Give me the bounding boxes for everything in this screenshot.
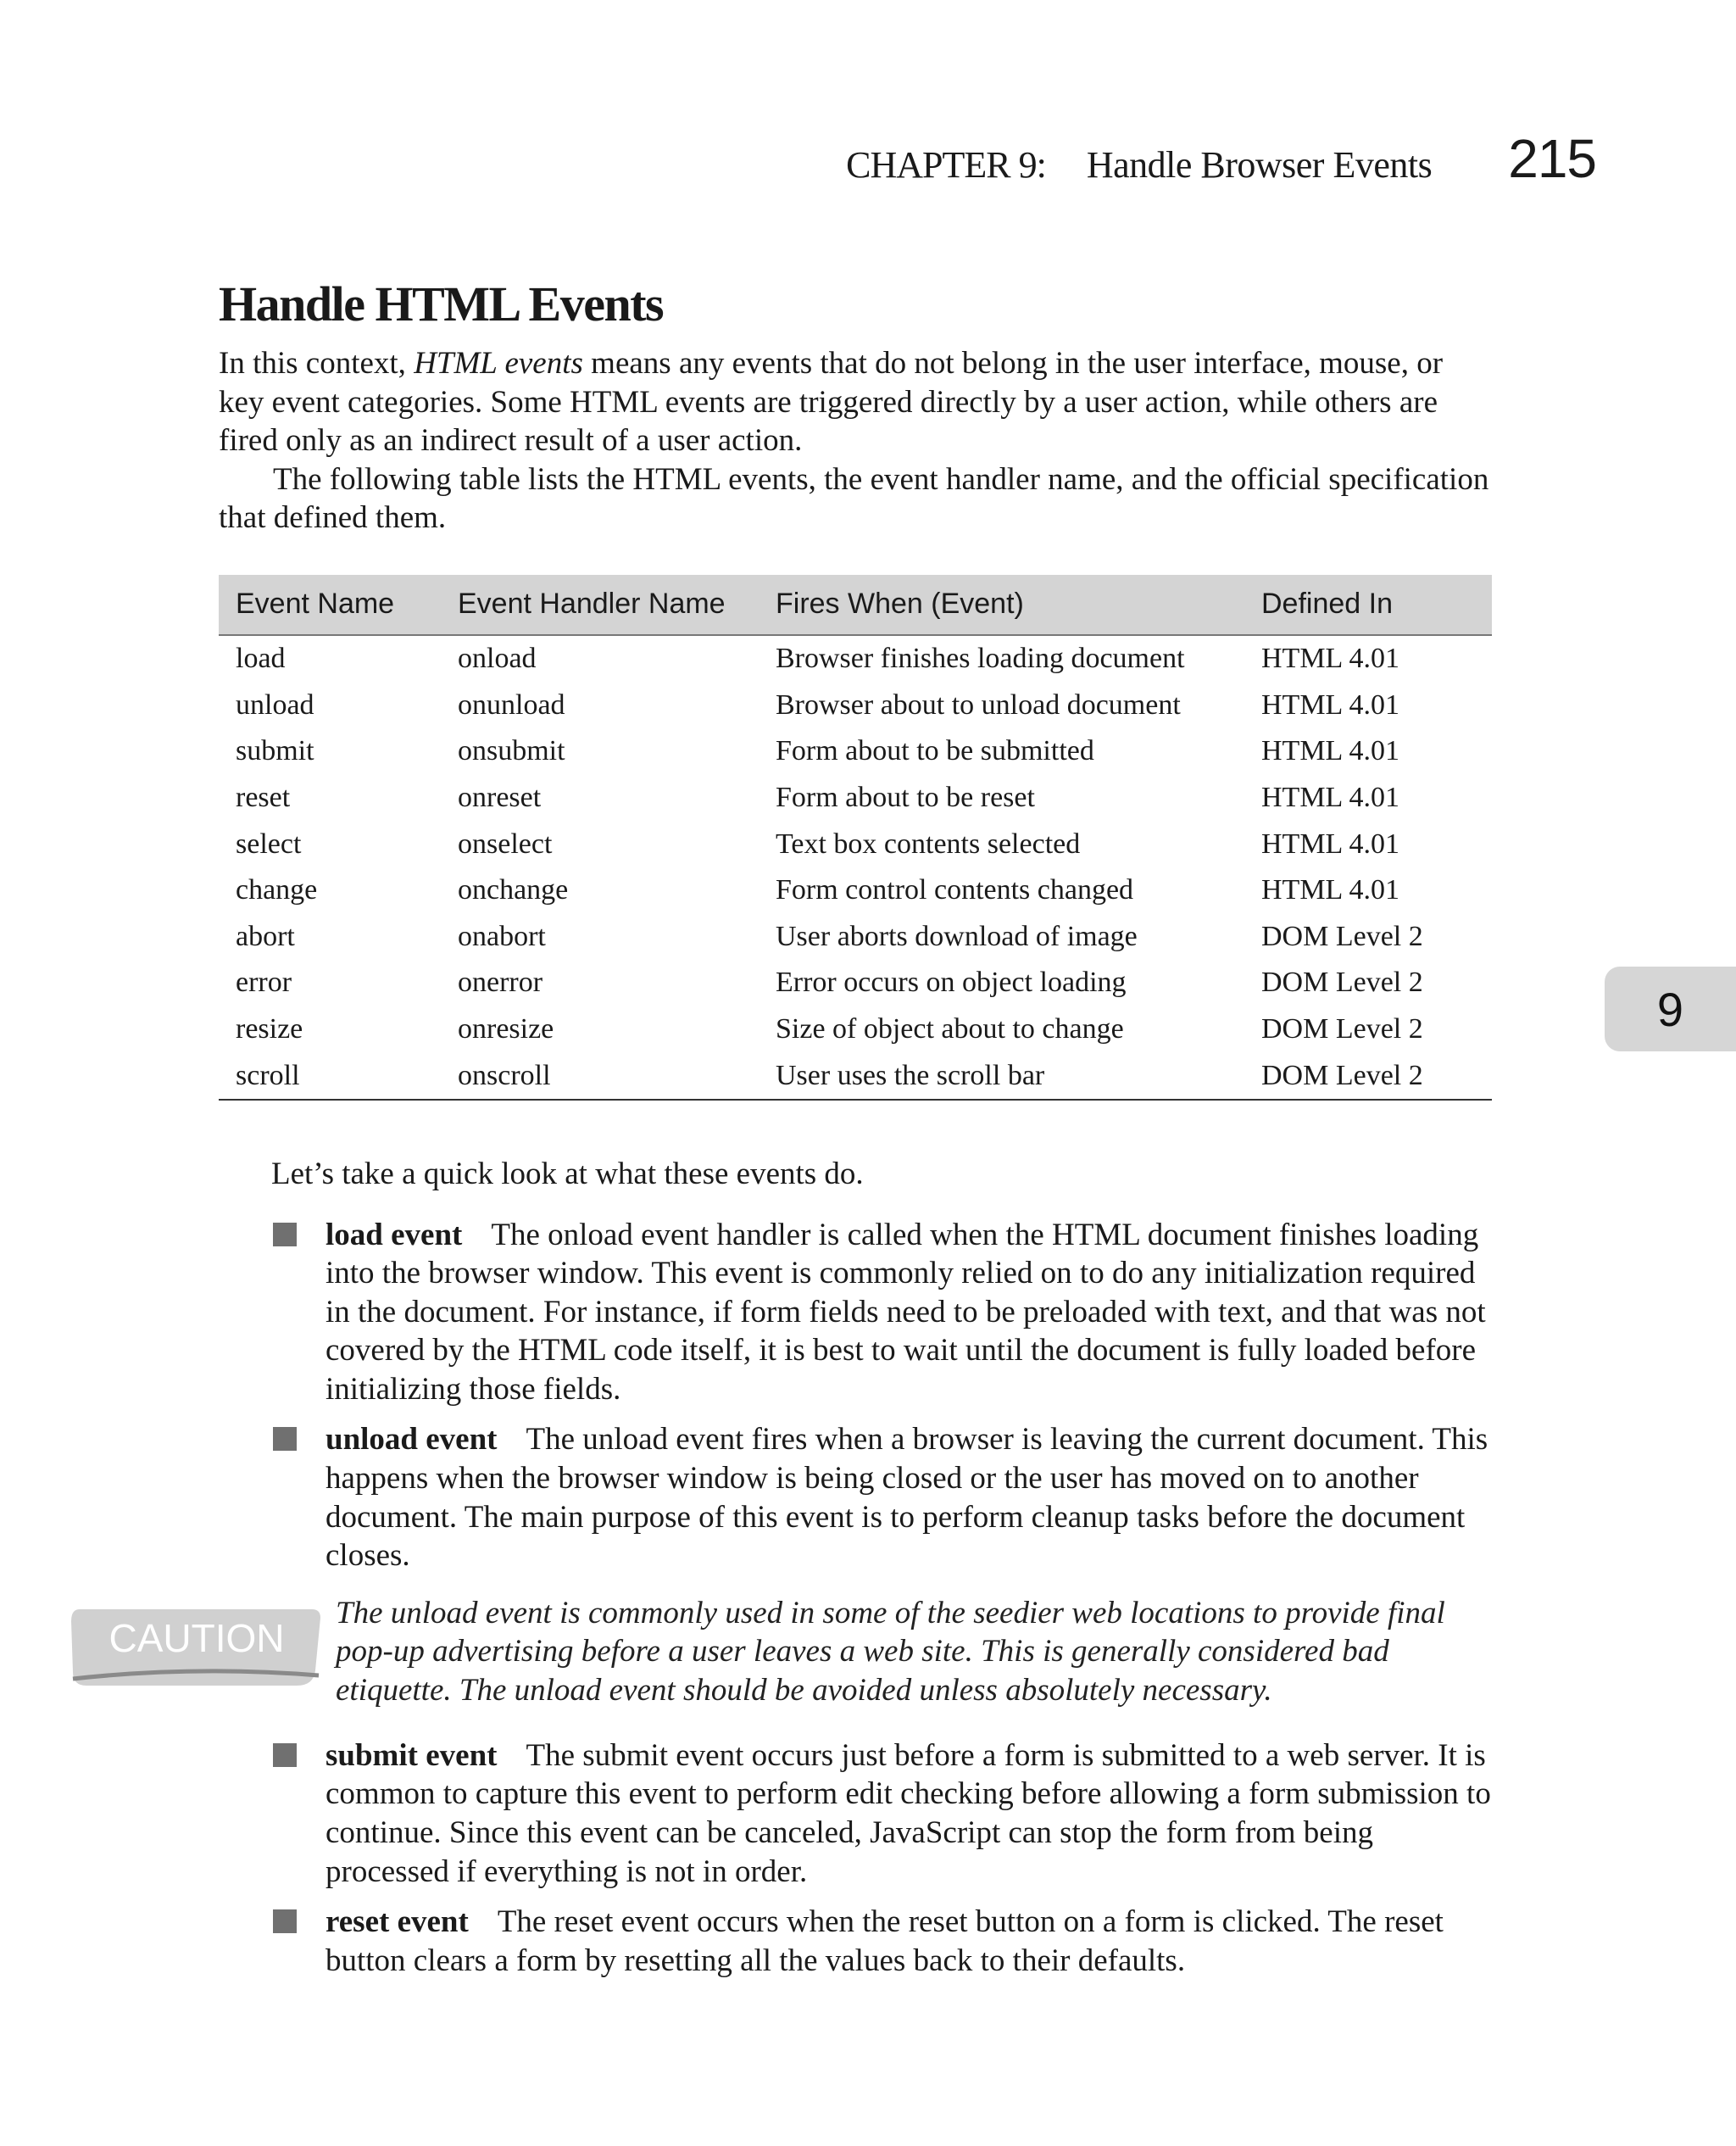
list-item	[271, 1216, 1492, 1409]
cell-event-name: change	[236, 874, 318, 906]
lead-paragraph: Let’s take a quick look at what these events do.	[271, 1156, 864, 1191]
table-row	[219, 1006, 1492, 1053]
bullet-text: The submit event occurs just before a form is submitted to a web server. It is common to capture this event to perform edit checking before allowing a form submission to continue. Since this event can be canceled, JavaScript can stop the form from being processed if everything is not in order.	[326, 1737, 1491, 1889]
table-row	[219, 960, 1492, 1006]
list-item	[271, 1420, 1492, 1575]
cell-handler-name: onselect	[458, 828, 553, 860]
col-header-handler-name: Event Handler Name	[441, 575, 759, 635]
cell-defined-in: HTML 4.01	[1261, 782, 1400, 814]
cell-handler-name: onsubmit	[458, 735, 565, 767]
square-bullet-icon	[273, 1909, 297, 1933]
bullet-term: load event	[326, 1217, 463, 1252]
cell-defined-in: HTML 4.01	[1261, 828, 1400, 860]
table-row	[219, 914, 1492, 961]
page-number: 215	[1508, 128, 1596, 189]
cell-handler-name: onunload	[458, 688, 565, 721]
list-item	[271, 1903, 1492, 1980]
table-row	[219, 683, 1492, 729]
bullet-text: The unload event fires when a browser is leaving the current document. This happens when the browser window is being closed or the user has moved on to another document. The main purpose of this event is to perform cleanup tasks before the document closes.	[326, 1422, 1488, 1574]
bullet-text: The reset event occurs when the reset button on a form is clicked. The reset button clears a form by resetting all the values back to their defaults.	[326, 1904, 1444, 1978]
cell-event-name: load	[236, 643, 286, 675]
square-bullet-icon	[273, 1743, 297, 1767]
bullet-term: reset event	[326, 1904, 469, 1940]
cell-handler-name: onabort	[458, 920, 546, 952]
list-item	[271, 1736, 1492, 1891]
intro-paragraph	[219, 344, 1492, 460]
bullet-term: unload event	[326, 1422, 498, 1458]
cell-fires-when: Error occurs on object loading	[776, 967, 1127, 999]
cell-fires-when: Browser finishes loading document	[776, 643, 1185, 675]
event-description-list	[271, 1216, 1492, 1575]
intro-text-start: In this context,	[219, 346, 415, 381]
section-heading: Handle HTML Events	[219, 276, 664, 332]
table-row	[219, 821, 1492, 867]
cell-fires-when: Form about to be submitted	[776, 735, 1094, 767]
cell-defined-in: HTML 4.01	[1261, 643, 1400, 675]
col-header-fires-when: Fires When (Event)	[759, 575, 1244, 635]
cell-event-name: reset	[236, 782, 291, 814]
cell-defined-in: DOM Level 2	[1261, 920, 1423, 952]
cell-event-name: select	[236, 828, 302, 860]
chapter-thumb-tab-label: 9	[1656, 982, 1684, 1036]
cell-defined-in: HTML 4.01	[1261, 688, 1400, 721]
event-description-list-continued	[271, 1736, 1492, 1981]
table-intro-paragraph: The following table lists the HTML events, the event handler name, and the official specification that defined them.	[219, 461, 1489, 536]
col-header-defined-in: Defined In	[1244, 575, 1492, 635]
caution-note	[108, 1594, 1492, 1713]
table-row	[219, 867, 1492, 914]
intro-term: HTML events	[414, 346, 583, 381]
cell-fires-when: User aborts download of image	[776, 920, 1138, 952]
cell-handler-name: onscroll	[441, 1052, 759, 1100]
running-head	[846, 127, 1596, 190]
cell-defined-in: DOM Level 2	[1261, 967, 1423, 999]
cell-event-name: abort	[236, 920, 295, 952]
table-row	[219, 775, 1492, 822]
chapter-thumb-tab	[1605, 967, 1736, 1051]
bullet-term: submit event	[326, 1737, 498, 1773]
square-bullet-icon	[273, 1427, 297, 1451]
cell-handler-name: onreset	[458, 782, 542, 814]
chapter-label: CHAPTER 9:	[846, 144, 1046, 186]
cell-handler-name: onload	[458, 643, 537, 675]
cell-fires-when: Size of object about to change	[776, 1013, 1124, 1045]
caution-badge-icon	[68, 1603, 324, 1691]
cell-event-name: scroll	[219, 1052, 441, 1100]
page-content	[108, 276, 1492, 1992]
cell-fires-when: Text box contents selected	[776, 828, 1081, 860]
chapter-title: Handle Browser Events	[1086, 144, 1433, 186]
cell-fires-when: User uses the scroll bar	[759, 1052, 1244, 1100]
cell-defined-in: HTML 4.01	[1261, 735, 1400, 767]
caution-text: The unload event is commonly used in some of the seedier web locations to provide final pop-up advertising before a user leaves a web site. This is generally considered bad etiquette. The unload event should be avoided unless absolutely necessary.	[336, 1595, 1445, 1708]
cell-defined-in: DOM Level 2	[1244, 1052, 1492, 1100]
cell-fires-when: Form about to be reset	[776, 782, 1035, 814]
cell-handler-name: onresize	[458, 1013, 554, 1045]
cell-event-name: unload	[236, 688, 314, 721]
cell-event-name: submit	[236, 735, 314, 767]
cell-event-name: resize	[236, 1013, 303, 1045]
table-row	[219, 635, 1492, 683]
table-row	[219, 1052, 1492, 1100]
cell-handler-name: onerror	[458, 967, 543, 999]
cell-handler-name: onchange	[458, 874, 569, 906]
table-header-row	[219, 575, 1492, 635]
intro-text-end: means any events that do not belong in the user interface, mouse, or key event categories. Some HTML events are triggered directly by a user action, while others are fired only as an indirect result of a user action.	[219, 346, 1444, 459]
table-row	[219, 728, 1492, 775]
bullet-text: The onload event handler is called when the HTML document finishes loading into the browser window. This event is commonly relied on to do any initialization required in the document. For instance, if form fields need to be preloaded with text, and that was not covered by the HTML code itself, it is best to wait until the document is fully loaded before initializing those fields.	[326, 1217, 1486, 1407]
cell-defined-in: HTML 4.01	[1261, 874, 1400, 906]
cell-defined-in: DOM Level 2	[1261, 1013, 1423, 1045]
html-events-table	[219, 575, 1492, 1101]
cell-fires-when: Browser about to unload document	[776, 688, 1181, 721]
cell-fires-when: Form control contents changed	[776, 874, 1134, 906]
caution-label: CAUTION	[108, 1615, 285, 1660]
cell-event-name: error	[236, 967, 292, 999]
square-bullet-icon	[273, 1223, 297, 1246]
col-header-event-name: Event Name	[219, 575, 441, 635]
